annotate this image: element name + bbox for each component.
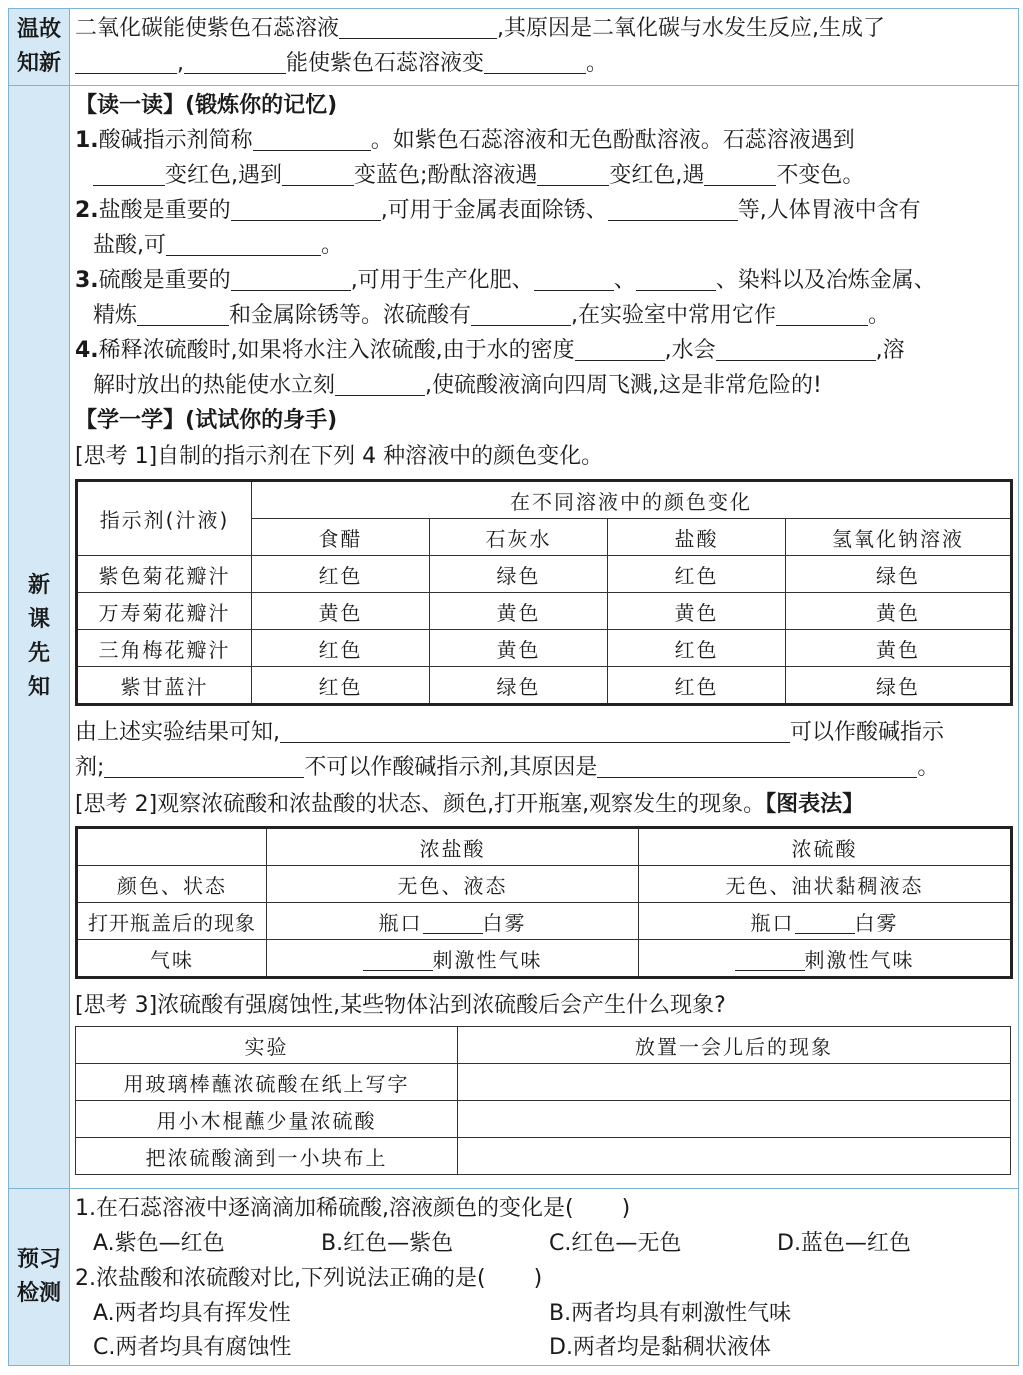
check-q2-option-b[interactable]: B.两者均具有刺激性气味 bbox=[549, 1301, 792, 1326]
table-cell: 黄色 bbox=[786, 593, 1012, 630]
table-cell: 红色 bbox=[252, 630, 430, 667]
blank[interactable] bbox=[795, 913, 855, 934]
row-header: 三角梅花瓣汁 bbox=[77, 630, 252, 667]
check-q1-stem: 1.在石蕊溶液中逐滴滴加稀硫酸,溶液颜色的变化是( ) bbox=[75, 1196, 631, 1221]
blank[interactable] bbox=[716, 336, 876, 361]
check-q1-option-d[interactable]: D.蓝色—红色 bbox=[777, 1231, 911, 1256]
review-line-1: 二氧化碳能使紫色石蕊溶液 ,其原因是二氧化碳与水发生反应,生成了 bbox=[75, 16, 886, 41]
row-header: 打开瓶盖后的现象 bbox=[77, 903, 267, 940]
table-cell: 黄色 bbox=[252, 593, 430, 630]
table-row bbox=[77, 630, 1012, 667]
blank[interactable] bbox=[735, 950, 805, 971]
check-q2-option-d[interactable]: D.两者均是黏稠状液体 bbox=[549, 1335, 771, 1360]
read-item-2-line-2: 盐酸,可 。 bbox=[93, 233, 344, 258]
blank[interactable] bbox=[484, 49, 586, 74]
table-row bbox=[77, 556, 1012, 593]
blank[interactable] bbox=[471, 301, 571, 326]
table-cell: 绿色 bbox=[786, 556, 1012, 593]
review-side-label bbox=[9, 9, 70, 85]
column-header: 实验 bbox=[76, 1027, 458, 1064]
corrosion-table bbox=[75, 1026, 1011, 1175]
answer-cell[interactable] bbox=[458, 1101, 1011, 1138]
row-header: 紫色菊花瓣汁 bbox=[77, 556, 252, 593]
table-cell: 刺激性气味 bbox=[267, 940, 639, 978]
table-row bbox=[76, 1138, 1011, 1175]
table-cell: 瓶口 白雾 bbox=[639, 903, 1012, 940]
column-header: 氢氧化钠溶液 bbox=[786, 519, 1012, 556]
read-item-4-line-1: 4.稀释浓硫酸时,如果将水注入浓硫酸,由于水的密度 ,水会 ,溶 bbox=[75, 338, 905, 363]
blank[interactable] bbox=[184, 49, 286, 74]
review-label: 温故知新 bbox=[16, 17, 61, 76]
read-item-3-line-1: 3.硫酸是重要的 ,可用于生产化肥、 、 、染料以及冶炼金属、 bbox=[75, 268, 936, 293]
table-row bbox=[77, 940, 1012, 978]
learn-heading: 【学一学】(试试你的身手) bbox=[75, 408, 338, 433]
table-row bbox=[77, 593, 1012, 630]
check-q2-option-c[interactable]: C.两者均具有腐蚀性 bbox=[93, 1335, 292, 1360]
table-cell: 黄色 bbox=[786, 630, 1012, 667]
column-header: 放置一会儿后的现象 bbox=[458, 1027, 1011, 1064]
blank[interactable] bbox=[636, 266, 716, 291]
column-header: 浓硫酸 bbox=[639, 828, 1012, 866]
table-cell: 绿色 bbox=[430, 556, 608, 593]
table-row bbox=[76, 1064, 1011, 1101]
blank[interactable] bbox=[231, 196, 381, 221]
blank[interactable] bbox=[776, 301, 868, 326]
think-3-prompt: [思考 3]浓硫酸有强腐蚀性,某些物体沾到浓硫酸后会产生什么现象? bbox=[75, 993, 726, 1018]
read-item-3-line-2: 精炼 和金属除锈等。浓硫酸有 ,在实验室中常用它作 。 bbox=[93, 303, 891, 328]
row-header: 颜色、状态 bbox=[77, 866, 267, 903]
think-1-conclusion-line-1: 由上述实验结果可知, 可以作酸碱指示 bbox=[75, 720, 945, 745]
check-label: 预习检测 bbox=[16, 1247, 61, 1306]
column-header: 浓盐酸 bbox=[267, 828, 639, 866]
table-cell: 绿色 bbox=[786, 667, 1012, 705]
column-header: 盐酸 bbox=[608, 519, 786, 556]
table-row bbox=[77, 903, 1012, 940]
row-header: 紫甘蓝汁 bbox=[77, 667, 252, 705]
table-cell: 刺激性气味 bbox=[639, 940, 1012, 978]
read-heading: 【读一读】(锻炼你的记忆) bbox=[75, 93, 338, 118]
row-header: 把浓硫酸滴到一小块布上 bbox=[76, 1138, 458, 1175]
blank[interactable] bbox=[597, 753, 917, 778]
table-cell: 无色、油状黏稠液态 bbox=[639, 866, 1012, 903]
blank[interactable] bbox=[75, 49, 177, 74]
answer-cell[interactable] bbox=[458, 1064, 1011, 1101]
read-item-1-line-1: 1.酸碱指示剂简称 。如紫色石蕊溶液和无色酚酞溶液。石蕊溶液遇到 bbox=[75, 128, 855, 153]
check-side-label bbox=[9, 1189, 70, 1365]
blank[interactable] bbox=[339, 14, 497, 39]
new-lesson-side-label bbox=[9, 86, 70, 1188]
indicator-table-corner: 指示剂(汁液) bbox=[77, 481, 252, 556]
table-cell: 红色 bbox=[252, 667, 430, 705]
blank[interactable] bbox=[280, 718, 790, 743]
table-cell: 红色 bbox=[608, 630, 786, 667]
table-cell: 红色 bbox=[608, 667, 786, 705]
table-cell: 瓶口 白雾 bbox=[267, 903, 639, 940]
think-1-conclusion-line-2: 剂; 不可以作酸碱指示剂,其原因是 。 bbox=[75, 755, 940, 780]
blank[interactable] bbox=[166, 231, 321, 256]
blank[interactable] bbox=[575, 336, 665, 361]
check-section bbox=[8, 1188, 1019, 1366]
think-1-prompt: [思考 1]自制的指示剂在下列 4 种溶液中的颜色变化。 bbox=[75, 444, 604, 469]
column-header bbox=[77, 828, 267, 866]
table-row bbox=[76, 1101, 1011, 1138]
row-header: 用玻璃棒蘸浓硫酸在纸上写字 bbox=[76, 1064, 458, 1101]
table-cell: 黄色 bbox=[608, 593, 786, 630]
row-header: 用小木棍蘸少量浓硫酸 bbox=[76, 1101, 458, 1138]
new-lesson-section bbox=[8, 85, 1019, 1189]
indicator-table bbox=[75, 479, 1013, 706]
blank[interactable] bbox=[423, 913, 483, 934]
column-header: 石灰水 bbox=[430, 519, 608, 556]
worksheet-page bbox=[8, 8, 1019, 1366]
table-cell: 红色 bbox=[608, 556, 786, 593]
table-cell: 黄色 bbox=[430, 630, 608, 667]
blank[interactable] bbox=[363, 950, 433, 971]
blank[interactable] bbox=[537, 161, 609, 186]
check-q2-option-a[interactable]: A.两者均具有挥发性 bbox=[93, 1301, 291, 1326]
table-cell: 黄色 bbox=[430, 593, 608, 630]
blank[interactable] bbox=[93, 161, 165, 186]
new-lesson-label: 新课先知 bbox=[27, 573, 50, 700]
blank[interactable] bbox=[608, 196, 738, 221]
read-item-2-line-1: 2.盐酸是重要的 ,可用于金属表面除锈、 等,人体胃液中含有 bbox=[75, 198, 921, 223]
check-q1-option-c[interactable]: C.红色—无色 bbox=[549, 1231, 682, 1256]
table-row bbox=[77, 866, 1012, 903]
blank[interactable] bbox=[534, 266, 614, 291]
blank[interactable] bbox=[282, 161, 354, 186]
row-header: 万寿菊花瓣汁 bbox=[77, 593, 252, 630]
table-cell: 绿色 bbox=[430, 667, 608, 705]
check-q2-stem: 2.浓盐酸和浓硫酸对比,下列说法正确的是( ) bbox=[75, 1266, 543, 1291]
review-section bbox=[8, 8, 1019, 86]
blank[interactable] bbox=[253, 126, 371, 151]
table-cell: 无色、液态 bbox=[267, 866, 639, 903]
acid-compare-table bbox=[75, 826, 1013, 979]
review-line-2: , 能使紫色石蕊溶液变 。 bbox=[75, 47, 1014, 81]
table-cell: 红色 bbox=[252, 556, 430, 593]
read-item-4-line-2: 解时放出的热能使水立刻 ,使硫酸液滴向四周飞溅,这是非常危险的! bbox=[93, 373, 822, 398]
column-header: 食醋 bbox=[252, 519, 430, 556]
answer-cell[interactable] bbox=[458, 1138, 1011, 1175]
row-header: 气味 bbox=[77, 940, 267, 978]
blank[interactable] bbox=[104, 753, 304, 778]
table-row bbox=[77, 667, 1012, 705]
blank[interactable] bbox=[704, 161, 776, 186]
check-q1-option-a[interactable]: A.紫色—红色 bbox=[93, 1231, 225, 1256]
read-item-1-line-2: 变红色,遇到 变蓝色;酚酞溶液遇 变红色,遇 不变色。 bbox=[75, 159, 1014, 193]
check-q1-option-b[interactable]: B.红色—紫色 bbox=[321, 1231, 454, 1256]
blank[interactable] bbox=[231, 266, 351, 291]
blank[interactable] bbox=[137, 301, 229, 326]
blank[interactable] bbox=[335, 371, 425, 396]
think-2-prompt: [思考 2]观察浓硫酸和浓盐酸的状态、颜色,打开瓶塞,观察发生的现象。【图表法】 bbox=[75, 792, 865, 817]
indicator-table-group: 在不同溶液中的颜色变化 bbox=[252, 481, 1012, 519]
